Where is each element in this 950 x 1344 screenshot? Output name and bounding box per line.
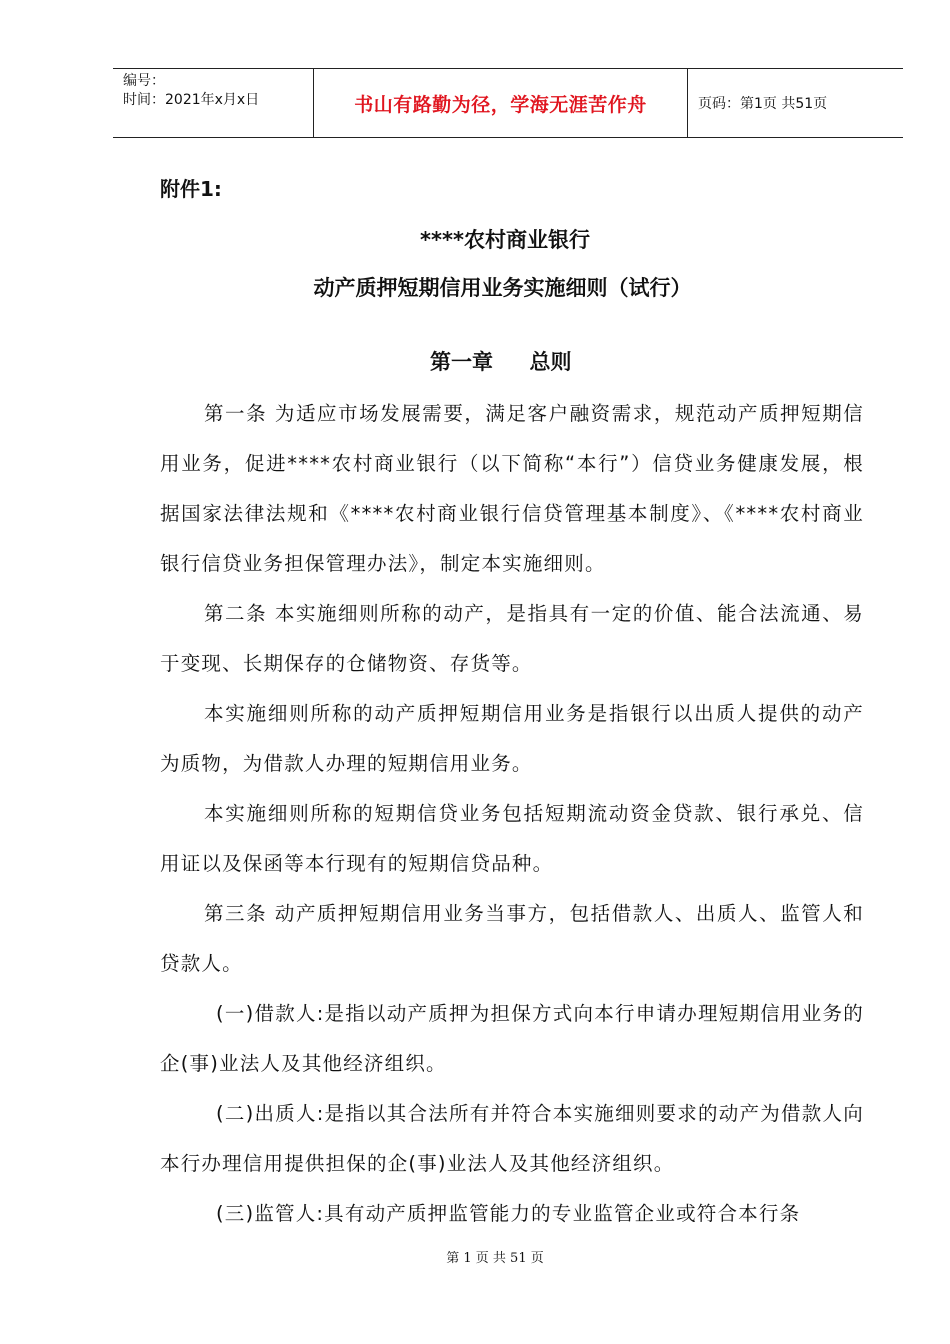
paragraph-article-1: 第一条 为适应市场发展需要，满足客户融资需求，规范动产质押短期信用业务，促进****农村商业银行（以下简称“本行”）信贷业务健康发展，根据国家法律法规和《****农村商业银行信贷管理基本制度》、《****农村商业银行信贷业务担保管理办法》，制定本实施细则。 [160,402,864,575]
header-table [113,68,903,138]
paragraph-supervisor: (三)监管人:具有动产质押监管能力的专业监管企业或符合本行条 [216,1202,801,1225]
motto-text: 书山有路勤为径，学海无涯苦作舟 [354,93,647,116]
annex-label: 附件1: [160,177,222,201]
document-title-bank: ****农村商业银行 [420,228,590,252]
paragraph-pledgor: (二)出质人:是指以其合法所有并符合本实施细则要求的动产为借款人向本行办理信用提供担保的企(事)业法人及其他经济组织。 [160,1102,864,1175]
paragraph-credit-types: 本实施细则所称的短期信贷业务包括短期流动资金贷款、银行承兑、信用证以及保函等本行现有的短期信贷品种。 [160,802,864,875]
header-motto-cell [314,69,688,137]
page-footer: 第 1 页 共 51 页 [446,1251,544,1266]
paragraph-pledge-definition: 本实施细则所称的动产质押短期信用业务是指银行以出质人提供的动产为质物，为借款人办理的短期信用业务。 [160,702,864,775]
paragraph-borrower: (一)借款人:是指以动产质押为担保方式向本行申请办理短期信用业务的企(事)业法人及其他经济组织。 [160,1002,864,1075]
document-title-main: 动产质押短期信用业务实施细则（试行） [313,276,692,300]
number-label: 编号： [123,73,165,89]
header-page-cell [688,69,903,137]
paragraph-article-3: 第三条 动产质押短期信用业务当事方，包括借款人、出质人、监管人和贷款人。 [160,902,864,975]
document-body [160,389,864,1239]
paragraph-article-2: 第二条 本实施细则所称的动产，是指具有一定的价值、能合法流通、易于变现、长期保存的仓储物资、存货等。 [160,602,864,675]
header-meta-cell [113,69,314,137]
time-label: 时间：2021年x月x日 [123,92,260,108]
chapter-title: 第一章 总则 [430,350,572,374]
page-label: 页码：第1页 共51页 [698,96,828,112]
